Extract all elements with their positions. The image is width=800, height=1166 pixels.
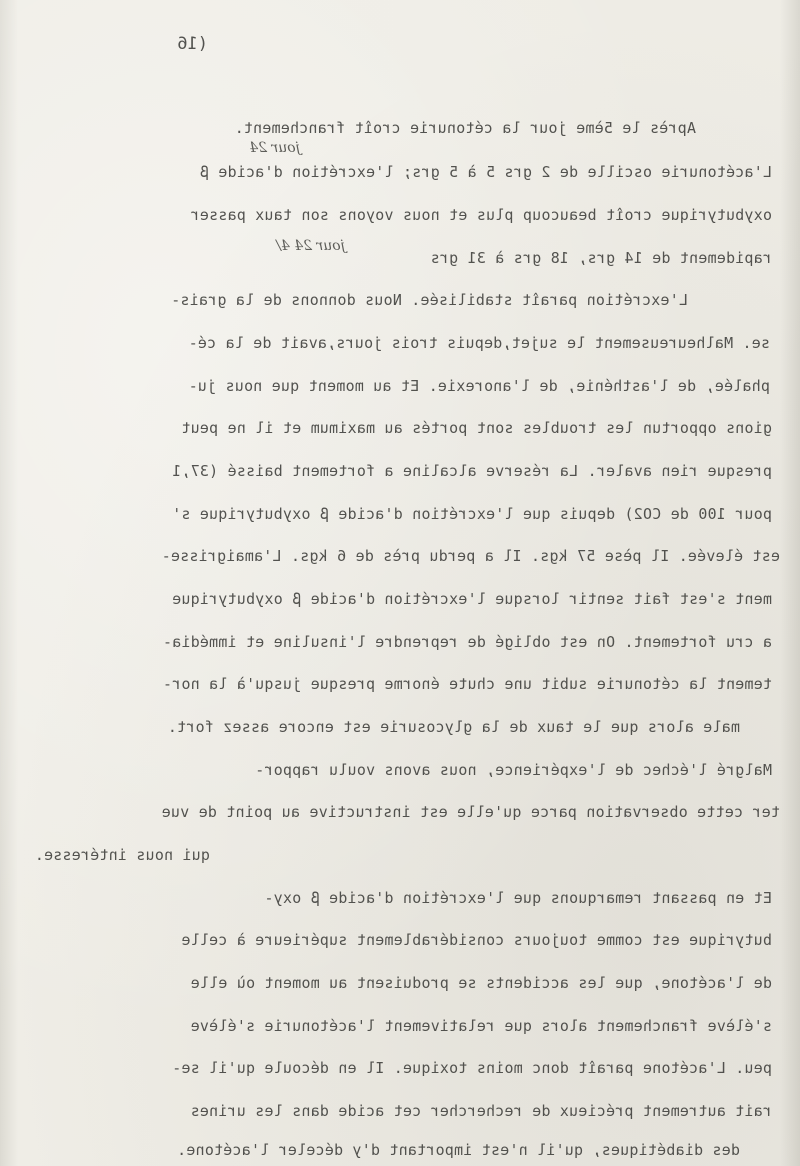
text-line-9: presque rien avaler. La réserve alcaline a fortement baissé (37,1 bbox=[172, 462, 772, 480]
text-line-24: rait autrement précieux de rechercher cet acide dans les urines bbox=[190, 1102, 772, 1120]
text-line-1: Après le 5ème jour la cétonurie croît franchement. bbox=[234, 119, 696, 137]
text-line-13: a cru fortement. On est obligé de reprendre l'insuline et immédia- bbox=[162, 633, 772, 651]
text-line-6: se. Malheureusement le sujet,depuis trois jours,avait de la cé- bbox=[188, 334, 770, 352]
text-line-19: Et en passant remarquons que l'excrétion d'acide β oxy- bbox=[264, 889, 772, 907]
text-line-3: oxybutyrique croît beaucoup plus et nous voyons son taux passer bbox=[190, 206, 772, 224]
page-number: (16 bbox=[177, 34, 208, 54]
text-line-12: ment s'est fait sentir lorsque l'excrétion d'acide β oxybutyrique bbox=[172, 590, 772, 608]
text-line-16: Malgré l'échec de l'expérience, nous avons voulu rappor- bbox=[255, 761, 772, 779]
text-line-2: L'acétonurie oscille de 2 grs 5 à 5 grs; l'excrétion d'acide β bbox=[199, 163, 772, 181]
text-line-15: male alors que le taux de la glycosurie est encore assez fort. bbox=[167, 718, 740, 736]
text-line-25: des diabétiques, qu'il n'est important d'y déceler l'acétone. bbox=[176, 1141, 740, 1159]
text-line-21: de l'acétone, que les accidents se produisent au moment où elle bbox=[190, 974, 772, 992]
text-line-23: peu. L'acétone paraît donc moins toxique. Il en découle qu'il se- bbox=[172, 1059, 772, 1077]
text-line-10: pour 100 de CO2) depuis que l'excrétion d'acide β oxybutyrique s' bbox=[172, 505, 772, 523]
text-line-17: ter cette observation parce qu'elle est instructive au point de vue bbox=[161, 803, 780, 821]
text-line-11: est élevée. Il pèse 57 kgs. Il a perdu près de 6 kgs. L'amaigrisse- bbox=[161, 547, 780, 565]
text-line-5: L'excrétion paraît stabilisée. Nous donnons de la grais- bbox=[171, 291, 688, 309]
handwritten-note-2: jour 24 4/ bbox=[276, 238, 345, 254]
text-line-7: phalée, de l'asthénie, de l'anorexie. Et au moment que nous ju- bbox=[188, 377, 770, 395]
text-line-22: s'élève franchement alors que relativement l'acétonurie s'élève bbox=[190, 1017, 772, 1035]
text-line-20: butyrique est comme toujours considérablement supérieure à celle bbox=[181, 931, 772, 949]
handwritten-note-1: jour 24 bbox=[249, 140, 300, 156]
text-line-8: gions opportun les troubles sont portés au maximum et il ne peut bbox=[181, 419, 772, 437]
text-line-14: tement la cétonurie subit une chute énorme presque jusqu'à la nor- bbox=[162, 675, 772, 693]
text-line-4: rapidement de 14 grs, 18 grs à 31 grs bbox=[430, 249, 772, 267]
text-line-18: qui nous intéresse. bbox=[34, 846, 210, 864]
